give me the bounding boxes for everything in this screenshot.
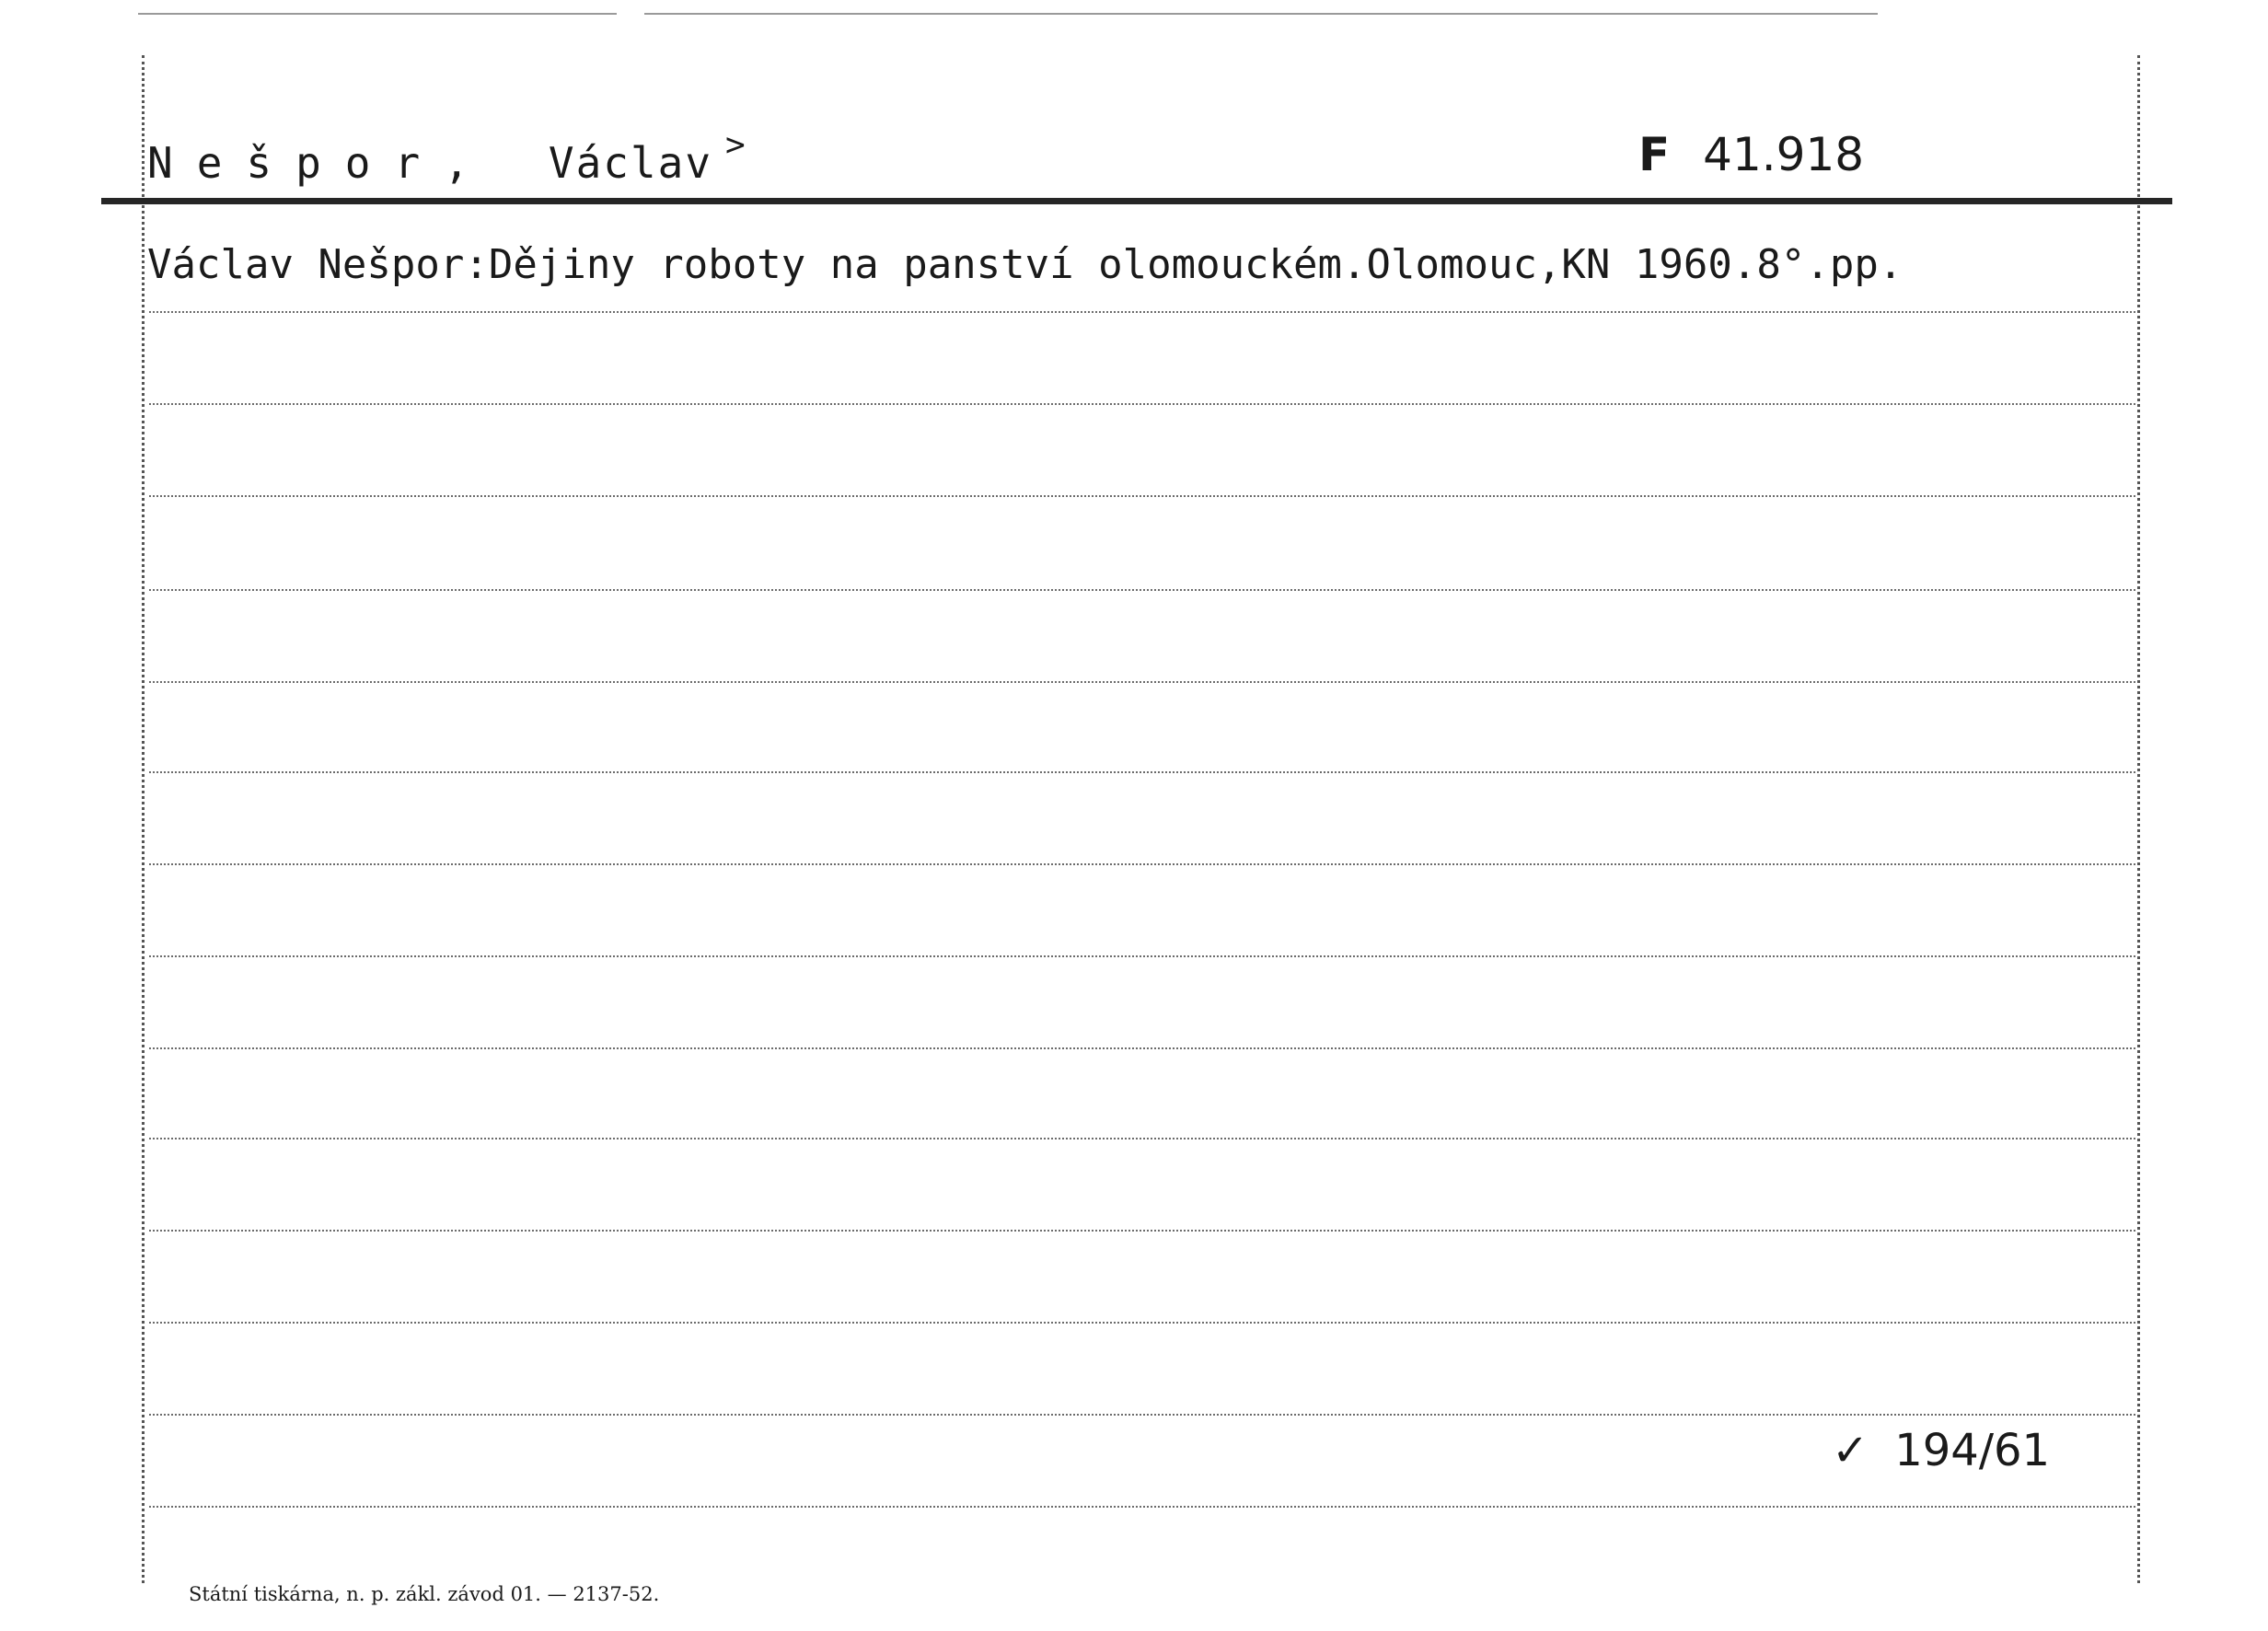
ruled-line [149, 1506, 2135, 1508]
header-rule [101, 198, 2172, 204]
ruled-line [149, 1230, 2135, 1232]
ruled-line [149, 1047, 2135, 1049]
ruled-line [149, 311, 2135, 313]
ruled-line [149, 495, 2135, 497]
author-heading [147, 126, 747, 188]
card-header [147, 115, 2135, 189]
ruled-line [149, 771, 2135, 773]
shelf-mark [1638, 128, 1864, 181]
ruled-line [149, 1414, 2135, 1416]
ruled-line [149, 1138, 2135, 1139]
author-given-name: Václav [548, 138, 713, 188]
left-dotted-border [142, 55, 145, 1583]
ruled-line [149, 403, 2135, 405]
top-rule-left [138, 13, 617, 15]
ruled-line [149, 589, 2135, 591]
ruled-line [149, 681, 2135, 683]
right-dotted-border [2137, 55, 2140, 1583]
ruled-line [149, 955, 2135, 957]
bibliographic-entry: Václav Nešpor:Dějiny roboty na panství olomouckém.Olomouc,KN 1960.8°.pp. [147, 241, 1904, 288]
shelf-number: 41.918 [1703, 128, 1865, 181]
shelf-prefix: F [1638, 128, 1671, 181]
author-mark: > [725, 126, 747, 164]
ruled-line [149, 1322, 2135, 1324]
check-mark-icon: ✓ [1832, 1425, 1869, 1476]
accession-note [1832, 1425, 2050, 1476]
author-surname: Nešpor, [147, 138, 493, 188]
printer-imprint: Státní tiskárna, n. p. zákl. závod 01. — 2137-52. [189, 1583, 660, 1605]
accession-number: 194/61 [1894, 1425, 2051, 1476]
top-rule-right [644, 13, 1878, 15]
ruled-line [149, 863, 2135, 865]
